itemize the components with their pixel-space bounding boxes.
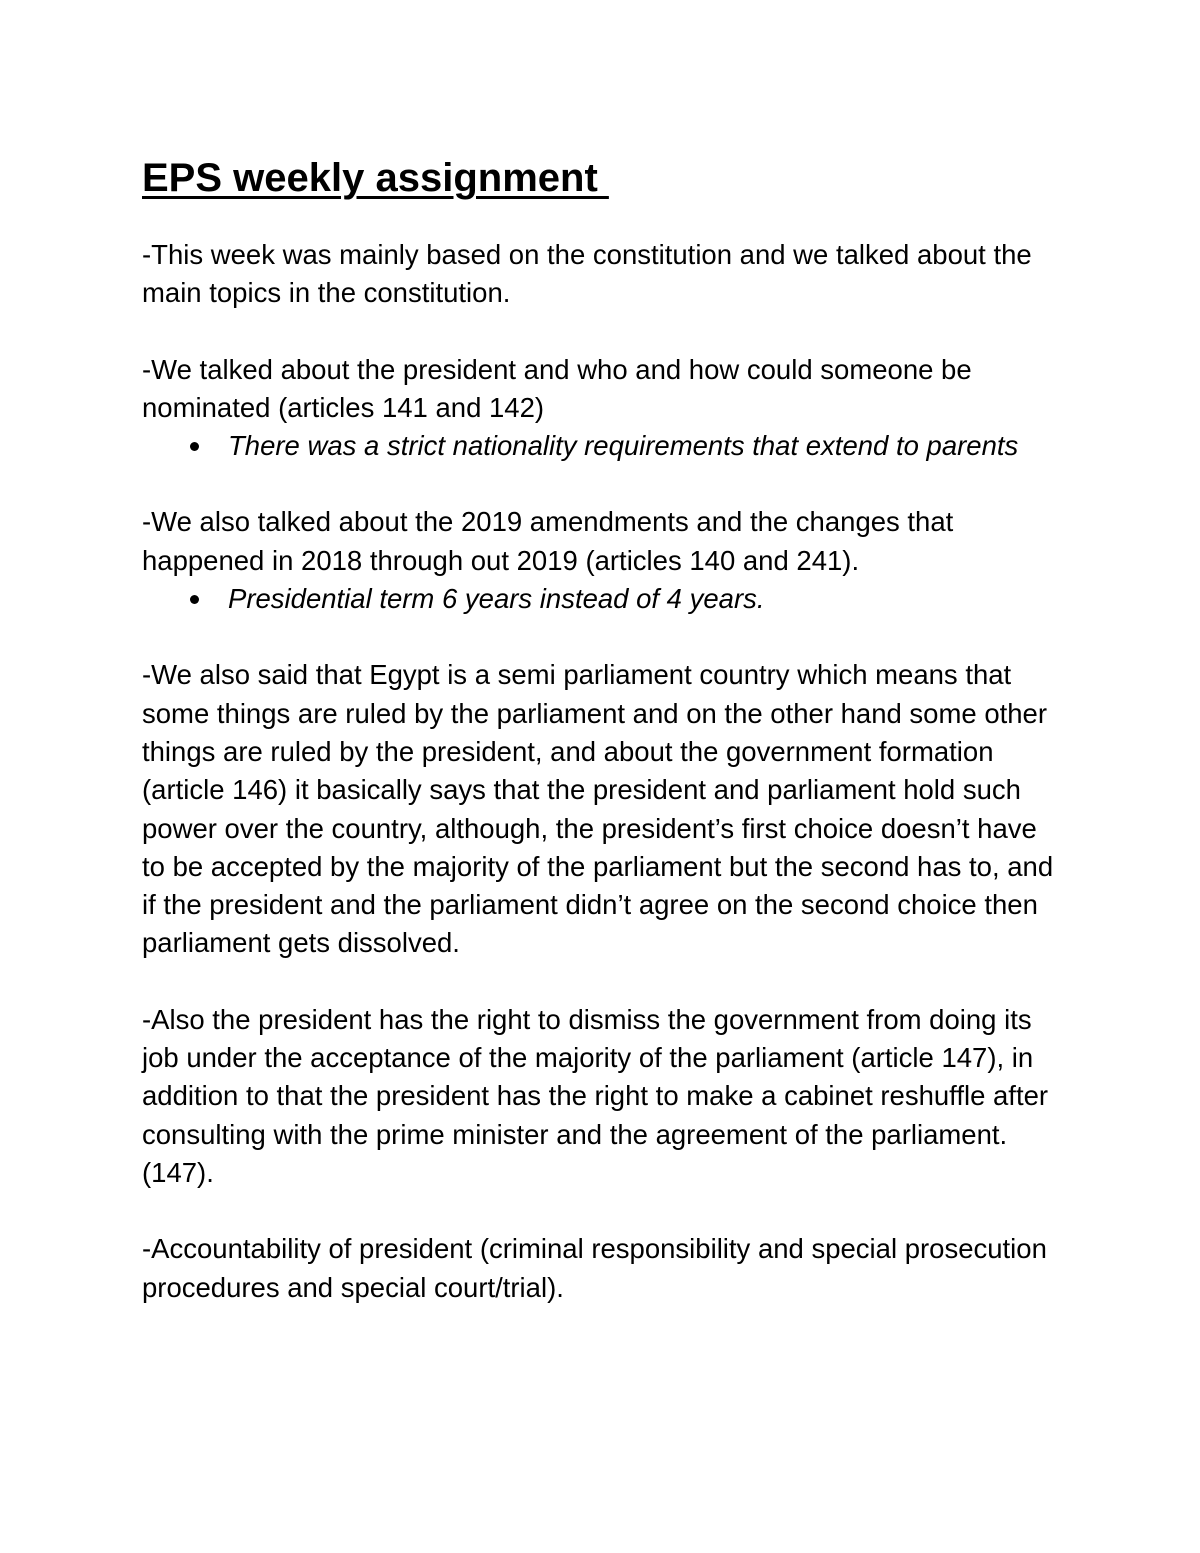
paragraph-text: -We also said that Egypt is a semi parliament country which means that some things are ruled by the parliament and on the other hand some other things are ruled by the president, and about the government formation (article 146) it basically says that the president and parliament hold such power over the country, although, the president’s first choice doesn’t have to be accepted by the majority of the parliament but the second has to, and if the president and the parliament didn’t agree on the second choice then parliament gets dissolved. — [142, 659, 1054, 959]
paragraph-text: -Accountability of president (criminal responsibility and special prosecution procedures and special court/trial). — [142, 1233, 1047, 1303]
bullet-dot-icon — [190, 595, 199, 604]
bullet-list — [142, 580, 1062, 618]
paragraph-text: -This week was mainly based on the constitution and we talked about the main topics in the constitution. — [142, 239, 1032, 309]
bullet-text: Presidential term 6 years instead of 4 years. — [228, 583, 765, 615]
paragraph-accountability — [142, 1230, 1062, 1307]
bullet-item — [142, 580, 1062, 618]
paragraph-constitution-overview — [142, 236, 1062, 313]
paragraph-2019-amendments — [142, 503, 1062, 618]
bullet-dot-icon — [190, 442, 199, 451]
paragraph-semi-parliament — [142, 656, 1062, 962]
bullet-text: There was a strict nationality requirements that extend to parents — [228, 430, 1019, 462]
paragraph-dismiss-government — [142, 1001, 1062, 1192]
bullet-list — [142, 427, 1062, 465]
bullet-item — [142, 427, 1062, 465]
document-title: EPS weekly assignment — [142, 156, 609, 200]
document-body — [142, 150, 1062, 1345]
paragraph-text: -We also talked about the 2019 amendments and the changes that happened in 2018 through out 2019 (articles 140 and 241). — [142, 506, 954, 576]
paragraph-text: -Also the president has the right to dismiss the government from doing its job under the acceptance of the majority of the parliament (article 147), in addition to that the president has the right to make a cabinet reshuffle after consulting with the prime minister and the agreement of the parliament. (147). — [142, 1003, 1049, 1188]
paragraph-text: -We talked about the president and who and how could someone be nominated (articles 141 and 142) — [142, 353, 972, 423]
paragraph-president-nomination — [142, 351, 1062, 466]
